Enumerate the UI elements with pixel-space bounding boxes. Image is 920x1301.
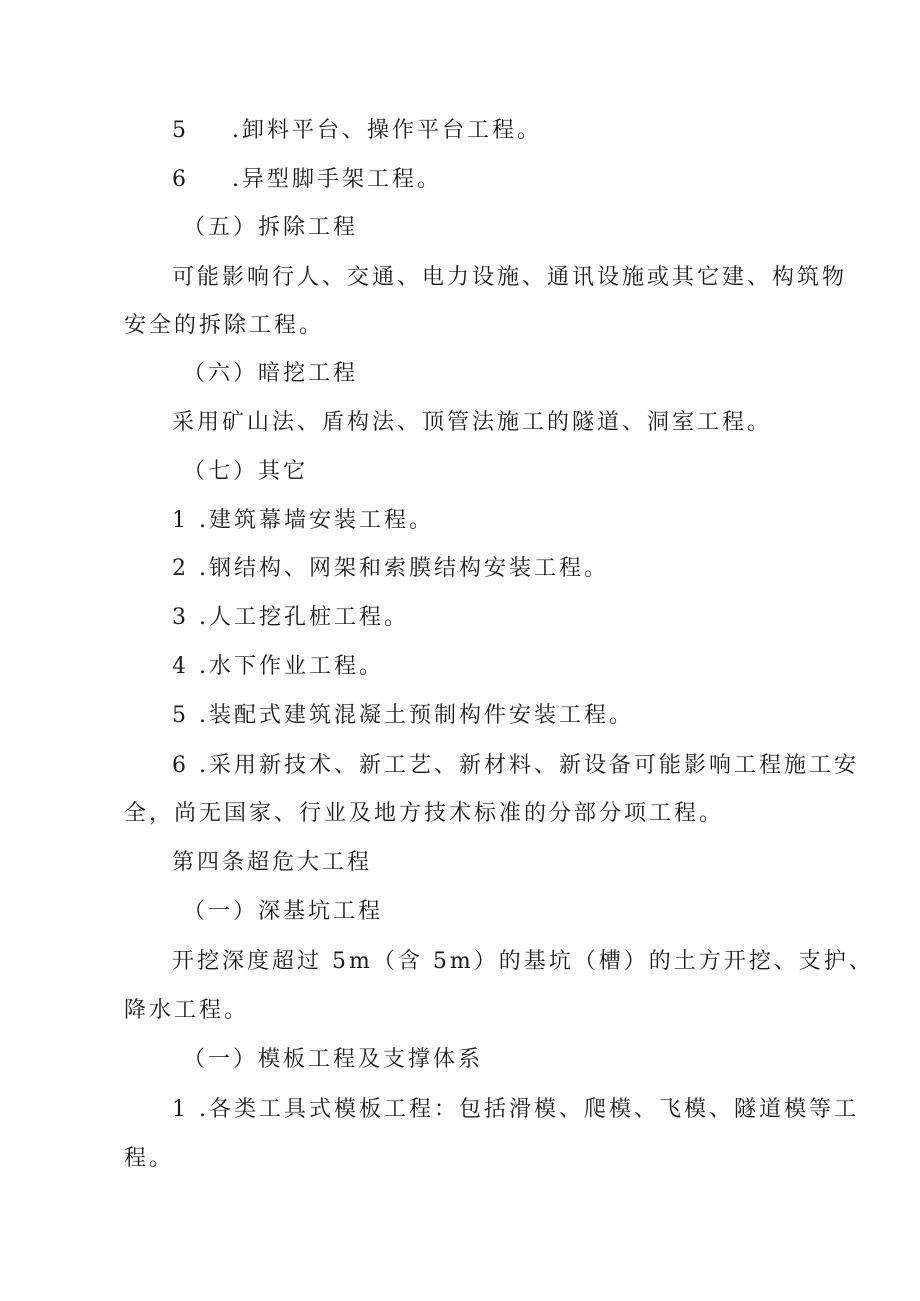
list-item (172, 165, 442, 195)
list-item: 6 .采用新技术、新工艺、新材料、新设备可能影响工程施工安 (172, 753, 859, 778)
list-item: 2 .钢结构、网架和索膜结构安装工程。 (172, 556, 609, 581)
paragraph-line: 可能影响行人、交通、电力设施、通讯设施或其它建、构筑物 (172, 265, 848, 290)
paragraph-line: 安全的拆除工程。 (124, 313, 325, 338)
list-item (172, 116, 542, 146)
list-item: 4 .水下作业工程。 (172, 654, 384, 679)
list-item: 1 .建筑幕墙安装工程。 (172, 508, 434, 533)
list-item-text: .卸料平台、操作平台工程。 (232, 118, 542, 143)
section-heading: （一）深基坑工程 (183, 899, 384, 924)
list-item: 1 .各类工具式模板工程：包括滑模、爬模、飞模、隧道模等工 (172, 1097, 859, 1122)
paragraph-line: 全，尚无国家、行业及地方技术标准的分部分项工程。 (124, 801, 725, 826)
paragraph-line: 程。 (124, 1146, 175, 1171)
section-heading: （五）拆除工程 (183, 215, 359, 240)
section-heading: （七）其它 (183, 459, 309, 484)
list-item-number: 6 (172, 167, 189, 192)
paragraph-line: 降水工程。 (124, 998, 250, 1023)
list-item: 3 .人工挖孔桩工程。 (172, 605, 409, 630)
section-heading: （一）模板工程及支撑体系 (183, 1047, 484, 1072)
paragraph-line: 开挖深度超过 5m（含 5m）的基坑（槽）的土方开挖、支护、 (172, 949, 874, 974)
list-item: 5 .装配式建筑混凝土预制构件安装工程。 (172, 703, 634, 728)
article-heading: 第四条超危大工程 (172, 850, 373, 875)
list-item-text: .异型脚手架工程。 (232, 167, 442, 192)
section-heading: （六）暗挖工程 (183, 361, 359, 386)
list-item-number: 5 (172, 118, 189, 143)
paragraph-line: 采用矿山法、盾构法、顶管法施工的隧道、洞室工程。 (172, 410, 773, 435)
